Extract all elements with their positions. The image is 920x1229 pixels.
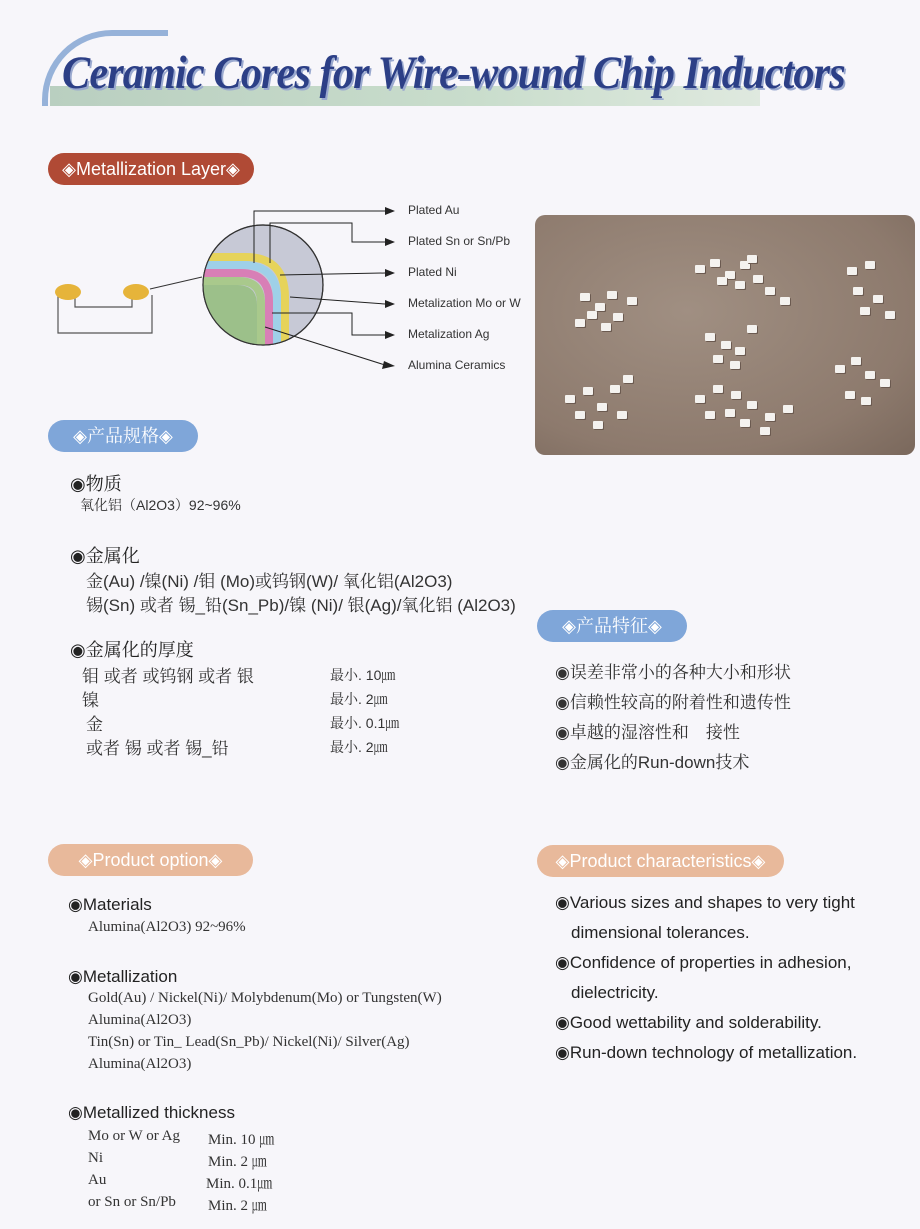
label-alumina-ceramics: Alumina Ceramics [408, 358, 506, 372]
characteristic-line-2: dimensional tolerances. [571, 923, 750, 942]
cn-feature-4: ◉金属化的Run-down技术 [555, 753, 750, 772]
cn-metallization-line-2: 锡(Sn) 或者 锡_铅(Sn_Pb)/镍 (Ni)/ 银(Ag)/氧化铝 (Al2O3) [86, 596, 516, 615]
characteristic-line-3: ◉Confidence of properties in adhesion, [555, 953, 852, 972]
cn-spec-heading: ◈产品规格◈ [48, 420, 198, 452]
metallization-line-2: Alumina(Al2O3) [88, 1012, 192, 1028]
metallization-line-1: Gold(Au) / Nickel(Ni)/ Molybdenum(Mo) or Tungsten(W) [88, 990, 442, 1006]
thickness-value-1: Min. 10 ㎛ [208, 1132, 275, 1148]
metallization-line-4: Alumina(Al2O3) [88, 1056, 192, 1072]
thickness-name-4: or Sn or Sn/Pb [88, 1194, 176, 1210]
label-metalization-ag: Metalization Ag [408, 327, 490, 341]
metallization-diagram [40, 195, 540, 385]
materials-line: Alumina(Al2O3) 92~96% [88, 919, 246, 935]
chip-pad-left [55, 284, 81, 300]
chip-core-outline [58, 295, 152, 333]
label-metalization-mo-w: Metalization Mo or W [408, 296, 521, 310]
cn-feature-3: ◉卓越的湿溶性和 接性 [555, 723, 740, 742]
cn-metallization-head: ◉金属化 [70, 546, 140, 566]
product-option-heading: ◈Product option◈ [48, 844, 253, 876]
characteristic-line-4: dielectricity. [571, 983, 659, 1002]
cn-thickness-value-3: 最小. 0.1㎛ [330, 715, 400, 731]
metallization-line-3: Tin(Sn) or Tin_ Lead(Sn_Pb)/ Nickel(Ni)/ Silver(Ag) [88, 1034, 410, 1050]
label-plated-ni: Plated Ni [408, 265, 457, 279]
cn-thickness-name-2: 镍 [82, 691, 99, 710]
thickness-value-4: Min. 2 ㎛ [208, 1198, 267, 1214]
cn-thickness-head: ◉金属化的厚度 [70, 640, 194, 660]
cn-thickness-value-2: 最小. 2㎛ [330, 691, 388, 707]
label-plated-au: Plated Au [408, 203, 460, 217]
characteristic-line-1: ◉Various sizes and shapes to very tight [555, 893, 855, 912]
chip-pad-right [123, 284, 149, 300]
materials-head: ◉Materials [68, 895, 152, 914]
cn-feature-1: ◉误差非常小的各种大小和形状 [555, 663, 791, 682]
cn-material-line: 氧化铝（Al2O3）92~96% [80, 497, 241, 513]
thickness-name-3: Au [88, 1172, 107, 1188]
metallization-head: ◉Metallization [68, 967, 178, 986]
thickness-value-2: Min. 2 ㎛ [208, 1154, 267, 1170]
pointer-line [150, 277, 202, 289]
cn-thickness-value-1: 最小. 10㎛ [330, 667, 396, 683]
cn-material-head: ◉物质 [70, 474, 122, 494]
cn-thickness-name-3: 金 [86, 715, 103, 734]
thickness-value-3: Min. 0.1㎛ [206, 1176, 273, 1192]
characteristic-line-6: ◉Run-down technology of metallization. [555, 1043, 858, 1062]
cn-thickness-value-4: 最小. 2㎛ [330, 739, 388, 755]
label-plated-sn: Plated Sn or Sn/Pb [408, 234, 511, 248]
cn-thickness-name-4: 或者 锡 或者 锡_铅 [86, 739, 229, 758]
characteristic-line-5: ◉Good wettability and solderability. [555, 1013, 822, 1032]
cn-features-heading: ◈产品特征◈ [537, 610, 687, 642]
thickness-name-2: Ni [88, 1150, 103, 1166]
page-title: Ceramic Cores for Wire-wound Chip Inductors [62, 47, 845, 99]
metallization-layer-heading: ◈Metallization Layer◈ [48, 153, 254, 185]
cn-feature-2: ◉信赖性较高的附着性和遗传性 [555, 693, 791, 712]
thickness-head: ◉Metallized thickness [68, 1103, 235, 1122]
cn-metallization-line-1: 金(Au) /镍(Ni) /钼 (Mo)或钨钢(W)/ 氧化铝(Al2O3) [86, 572, 453, 591]
thickness-name-1: Mo or W or Ag [88, 1128, 180, 1144]
product-characteristics-heading: ◈Product characteristics◈ [537, 845, 784, 877]
cn-thickness-name-1: 钼 或者 或钨钢 或者 银 [82, 667, 254, 686]
product-photo [535, 215, 915, 455]
